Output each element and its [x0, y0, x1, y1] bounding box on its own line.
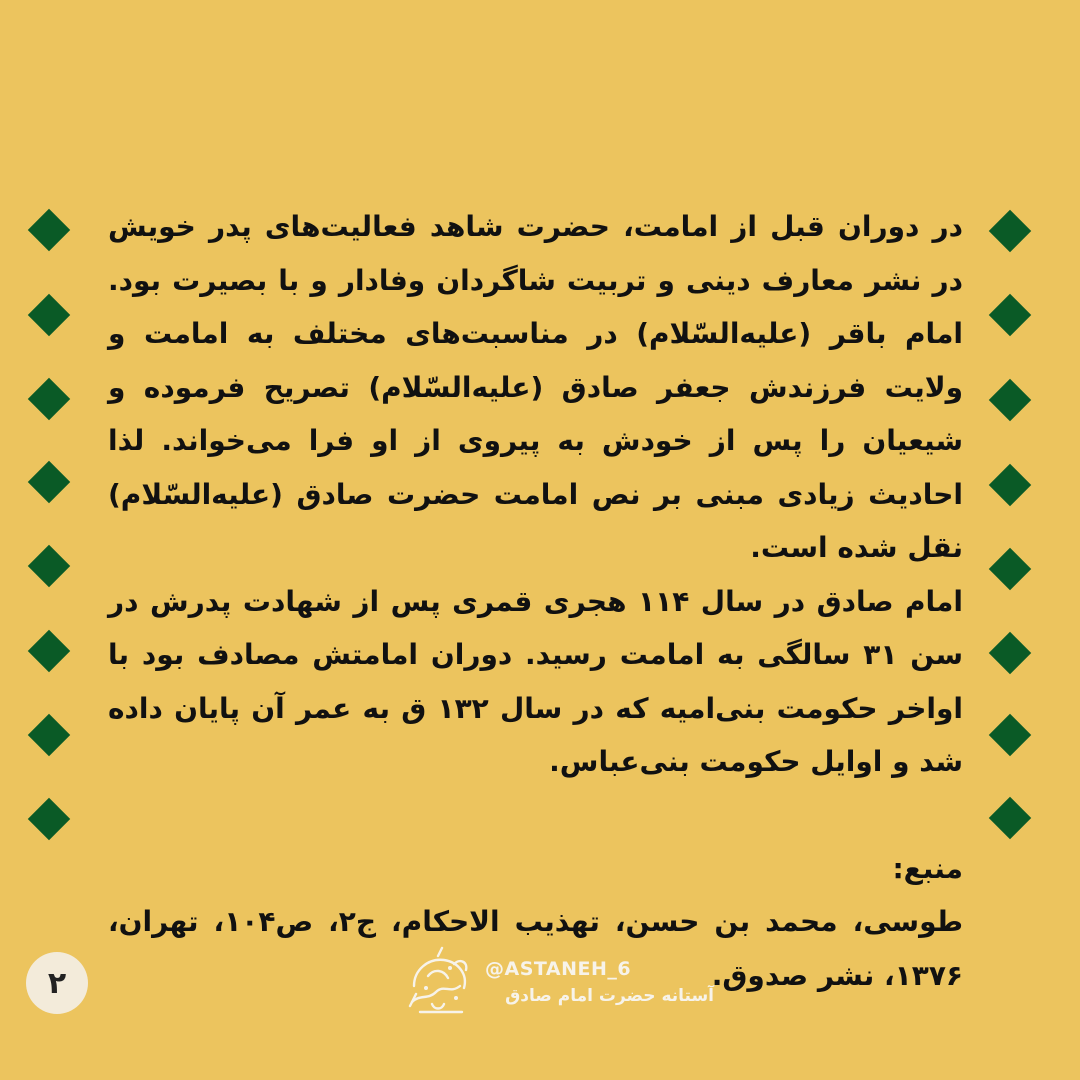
paragraph: در دوران قبل از امامت، حضرت شاهد فعالیت‌های پدر خویش در نشر معارف دینی و تربیت شاگردان وفادار و با بصیرت بود. امام باقر (علیه‌السّلام) در مناسبت‌های مختلف به امامت و ولایت فرزندش جعفر صادق (علیه‌السّلام) تصریح فرموده و شیعیان را پس از خودش به پیروی از او فرا می‌خواند. لذا احادیث زیادی مبنی بر نص امامت حضرت صادق (علیه‌السّلام) نقل شده است.	[108, 210, 963, 564]
left-diamond-column	[20, 0, 80, 1080]
diamond-ornament	[989, 797, 1031, 839]
diamond-ornament	[28, 714, 70, 756]
diamond-ornament	[989, 714, 1031, 756]
calligraphy-seal-logo-icon	[398, 942, 480, 1024]
diamond-ornament	[28, 798, 70, 840]
diamond-ornament	[28, 378, 70, 420]
diamond-ornament	[989, 464, 1031, 506]
source-label: منبع:	[892, 851, 963, 885]
organization-name: آستانه حضرت امام صادق	[505, 986, 714, 1006]
diamond-ornament	[28, 294, 70, 336]
paragraph: امام صادق در سال ۱۱۴ هجری قمری پس از شهادت پدرش در سن ۳۱ سالگی به امامت رسید. دوران امامتش مصادف بود با اواخر حکومت بنی‌امیه که در سال ۱۳۲ ق به عمر آن پایان داده شد و اوایل حکومت بنی‌عباس.	[108, 584, 963, 778]
diamond-ornament	[989, 548, 1031, 590]
social-handle: @ASTANEH_6	[485, 958, 632, 980]
source-citation: طوسی، محمد بن حسن، تهذیب الاحکام، ج۲، ص۱۰۴، تهران، ۱۳۷۶، نشر صدوق.	[108, 905, 963, 992]
diamond-ornament	[989, 294, 1031, 336]
spacer	[108, 789, 963, 842]
diamond-ornament	[989, 210, 1031, 252]
article-text	[108, 200, 963, 1002]
diamond-ornament	[28, 209, 70, 251]
diamond-ornament	[989, 379, 1031, 421]
diamond-ornament	[28, 630, 70, 672]
diamond-ornament	[28, 545, 70, 587]
right-diamond-column	[981, 0, 1041, 1080]
diamond-ornament	[28, 461, 70, 503]
diamond-ornament	[989, 632, 1031, 674]
page-number-badge: ۲	[26, 952, 88, 1014]
